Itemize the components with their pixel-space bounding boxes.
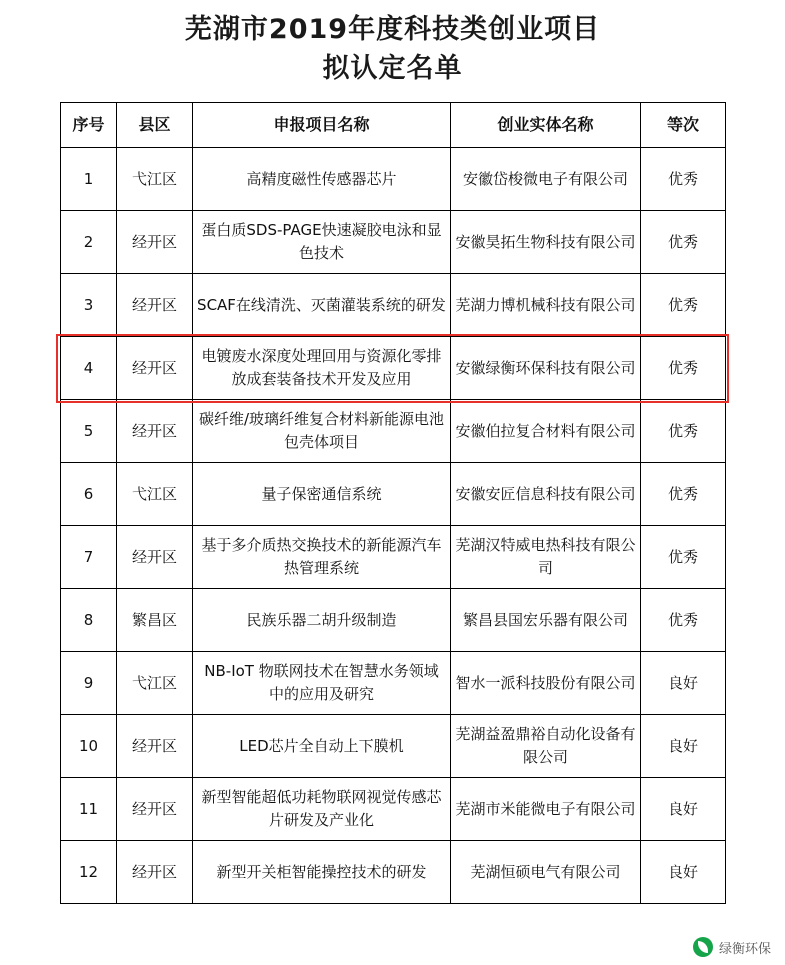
cell-grade: 优秀 [641,400,726,463]
cell-entity: 智水一派科技股份有限公司 [451,652,641,715]
column-header-seq: 序号 [61,103,117,148]
cell-seq: 1 [61,148,117,211]
table-row [61,778,726,841]
leaf-logo-icon [693,937,713,957]
cell-area: 经开区 [117,715,193,778]
table-header [61,103,726,148]
table-header-row [61,103,726,148]
cell-entity: 安徽岱梭微电子有限公司 [451,148,641,211]
page-title-line-1: 芜湖市2019年度科技类创业项目 [184,14,601,45]
cell-seq: 3 [61,274,117,337]
cell-grade: 良好 [641,778,726,841]
column-header-project: 申报项目名称 [193,103,451,148]
cell-entity: 安徽绿衡环保科技有限公司 [451,337,641,400]
cell-entity: 芜湖恒硕电气有限公司 [451,841,641,904]
cell-entity: 芜湖市米能微电子有限公司 [451,778,641,841]
table-row [61,274,726,337]
cell-project: 量子保密通信系统 [193,463,451,526]
cell-area: 经开区 [117,841,193,904]
table-row [61,400,726,463]
cell-area: 经开区 [117,526,193,589]
cell-seq: 9 [61,652,117,715]
cell-grade: 优秀 [641,274,726,337]
cell-entity: 芜湖汉特威电热科技有限公司 [451,526,641,589]
column-header-entity: 创业实体名称 [451,103,641,148]
table-body [61,148,726,904]
project-list-table [60,102,726,904]
cell-seq: 6 [61,463,117,526]
cell-project: 基于多介质热交换技术的新能源汽车热管理系统 [193,526,451,589]
cell-seq: 2 [61,211,117,274]
cell-entity: 芜湖力博机械科技有限公司 [451,274,641,337]
cell-area: 繁昌区 [117,589,193,652]
cell-area: 弋江区 [117,148,193,211]
cell-grade: 良好 [641,841,726,904]
column-header-area: 县区 [117,103,193,148]
cell-project: 碳纤维/玻璃纤维复合材料新能源电池包壳体项目 [193,400,451,463]
table-row [61,841,726,904]
cell-area: 经开区 [117,211,193,274]
cell-seq: 12 [61,841,117,904]
cell-grade: 优秀 [641,148,726,211]
column-header-grade: 等次 [641,103,726,148]
cell-entity: 安徽安匠信息科技有限公司 [451,463,641,526]
cell-entity: 安徽伯拉复合材料有限公司 [451,400,641,463]
cell-project: 新型智能超低功耗物联网视觉传感芯片研发及产业化 [193,778,451,841]
cell-entity: 繁昌县国宏乐器有限公司 [451,589,641,652]
cell-project: 民族乐器二胡升级制造 [193,589,451,652]
table-row [61,526,726,589]
cell-grade: 优秀 [641,463,726,526]
cell-grade: 良好 [641,715,726,778]
cell-grade: 优秀 [641,337,726,400]
cell-seq: 10 [61,715,117,778]
cell-seq: 4 [61,337,117,400]
cell-grade: 优秀 [641,526,726,589]
list-table-wrapper [60,102,725,904]
cell-area: 经开区 [117,778,193,841]
cell-seq: 5 [61,400,117,463]
cell-project: NB-IoT 物联网技术在智慧水务领域中的应用及研究 [193,652,451,715]
table-row [61,715,726,778]
table-row [61,211,726,274]
cell-project: 高精度磁性传感器芯片 [193,148,451,211]
page-title-line-2: 拟认定名单 [322,53,463,85]
table-row [61,337,726,400]
cell-entity: 芜湖益盈鼎裕自动化设备有限公司 [451,715,641,778]
cell-project: 蛋白质SDS-PAGE快速凝胶电泳和显色技术 [193,211,451,274]
cell-seq: 11 [61,778,117,841]
cell-project: LED芯片全自动上下膜机 [193,715,451,778]
table-row [61,148,726,211]
watermark [693,937,771,957]
cell-project: 电镀废水深度处理回用与资源化零排放成套装备技术开发及应用 [193,337,451,400]
cell-grade: 优秀 [641,211,726,274]
cell-project: 新型开关柜智能操控技术的研发 [193,841,451,904]
cell-project: SCAF在线清洗、灭菌灌装系统的研发 [193,274,451,337]
cell-grade: 良好 [641,652,726,715]
cell-area: 经开区 [117,400,193,463]
table-row [61,463,726,526]
table-row [61,589,726,652]
cell-entity: 安徽昊拓生物科技有限公司 [451,211,641,274]
cell-seq: 8 [61,589,117,652]
cell-area: 经开区 [117,337,193,400]
cell-grade: 优秀 [641,589,726,652]
cell-area: 经开区 [117,274,193,337]
page-title [0,0,785,88]
cell-seq: 7 [61,526,117,589]
cell-area: 弋江区 [117,652,193,715]
cell-area: 弋江区 [117,463,193,526]
watermark-label: 绿衡环保 [718,941,771,957]
table-row [61,652,726,715]
